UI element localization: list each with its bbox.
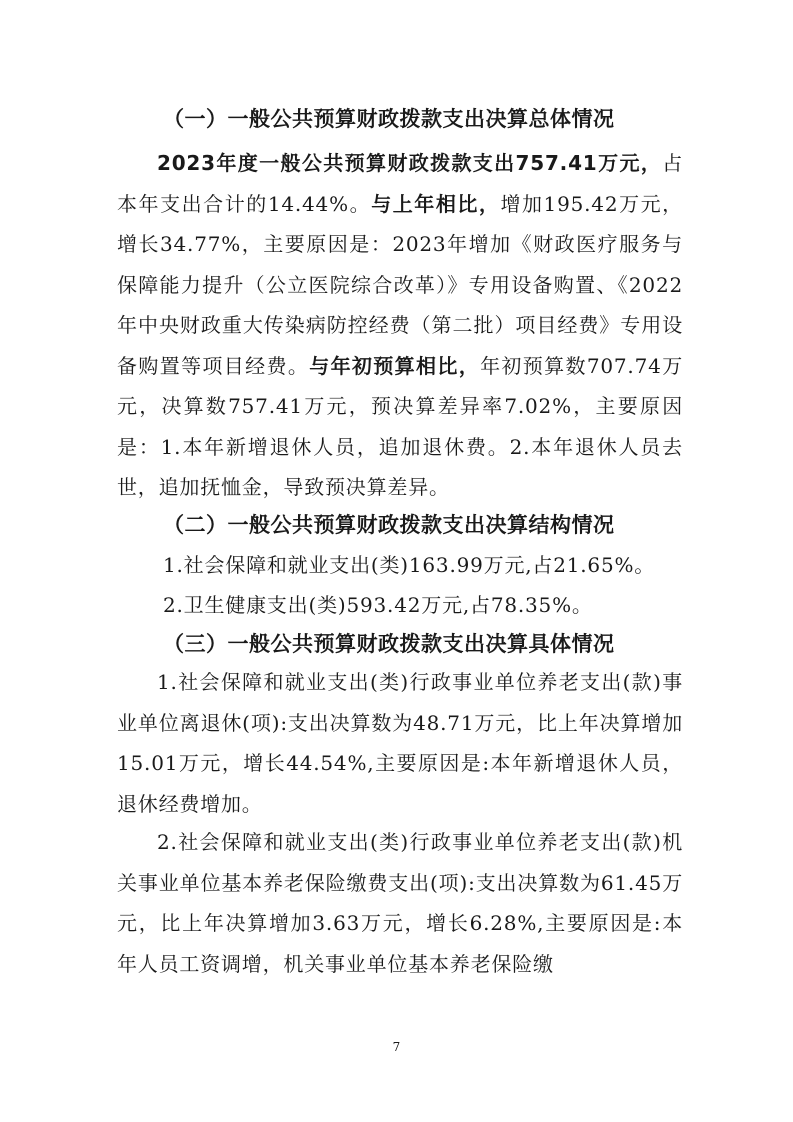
detail-paragraph-pension-insurance: 2.社会保障和就业支出(类)行政事业单位养老支出(款)机关事业单位基本养老保险缴费支出(项):支出决算数为61.45万元，比上年决算增加3.63万元，增长6.28%,主要原因是:本年人员工资调增，机关事业单位基本养老保险缴: [117, 830, 683, 976]
structure-item-health: 2.卫生健康支出(类)593.42万元,占78.35%。: [163, 593, 593, 617]
detail-paragraph-retirement: 1.社会保障和就业支出(类)行政事业单位养老支出(款)事业单位离退休(项):支出决算数为48.71万元，比上年决算增加15.01万元，增长44.54%,主要原因是:本年新增退休人员，退休经费增加。: [117, 670, 683, 816]
page-number: 7: [392, 1040, 401, 1054]
budget-compare-bold: 与年初预算相比，: [309, 353, 481, 378]
overall-total-bold: 2023年度一般公共预算财政拨款支出757.41万元，: [157, 151, 663, 175]
structure-item-social-security: 1.社会保障和就业支出(类)163.99万元,占21.65%。: [163, 553, 656, 577]
section-heading-structure: （二）一般公共预算财政拨款支出决算结构情况: [163, 513, 615, 537]
yoy-compare-text: 增加195.42万元，增长34.77%，主要原因是：2023年增加《财政医疗服务与保障能力提升（公立医院综合改革）》专用设备购置、《2022年中央财政重大传染病防控经费（第二批）项目经费》专用设备购置等项目经费。: [117, 191, 683, 378]
budget-compare-text: 年初预算数707.74万元，决算数757.41万元，预决算差异率7.02%，主要原因是：1.本年新增退休人员，追加退休费。2.本年退休人员去世，追加抚恤金，导致预决算差异。: [117, 353, 683, 499]
yoy-compare-bold: 与上年相比，: [371, 191, 501, 216]
overall-paragraph: [117, 143, 683, 508]
overall-share-text: 占本年支出合计的14.44%。: [117, 151, 683, 216]
section-heading-detail: （三）一般公共预算财政拨款支出决算具体情况: [163, 632, 615, 656]
section-heading-overall: （一）一般公共预算财政拨款支出决算总体情况: [163, 107, 615, 131]
